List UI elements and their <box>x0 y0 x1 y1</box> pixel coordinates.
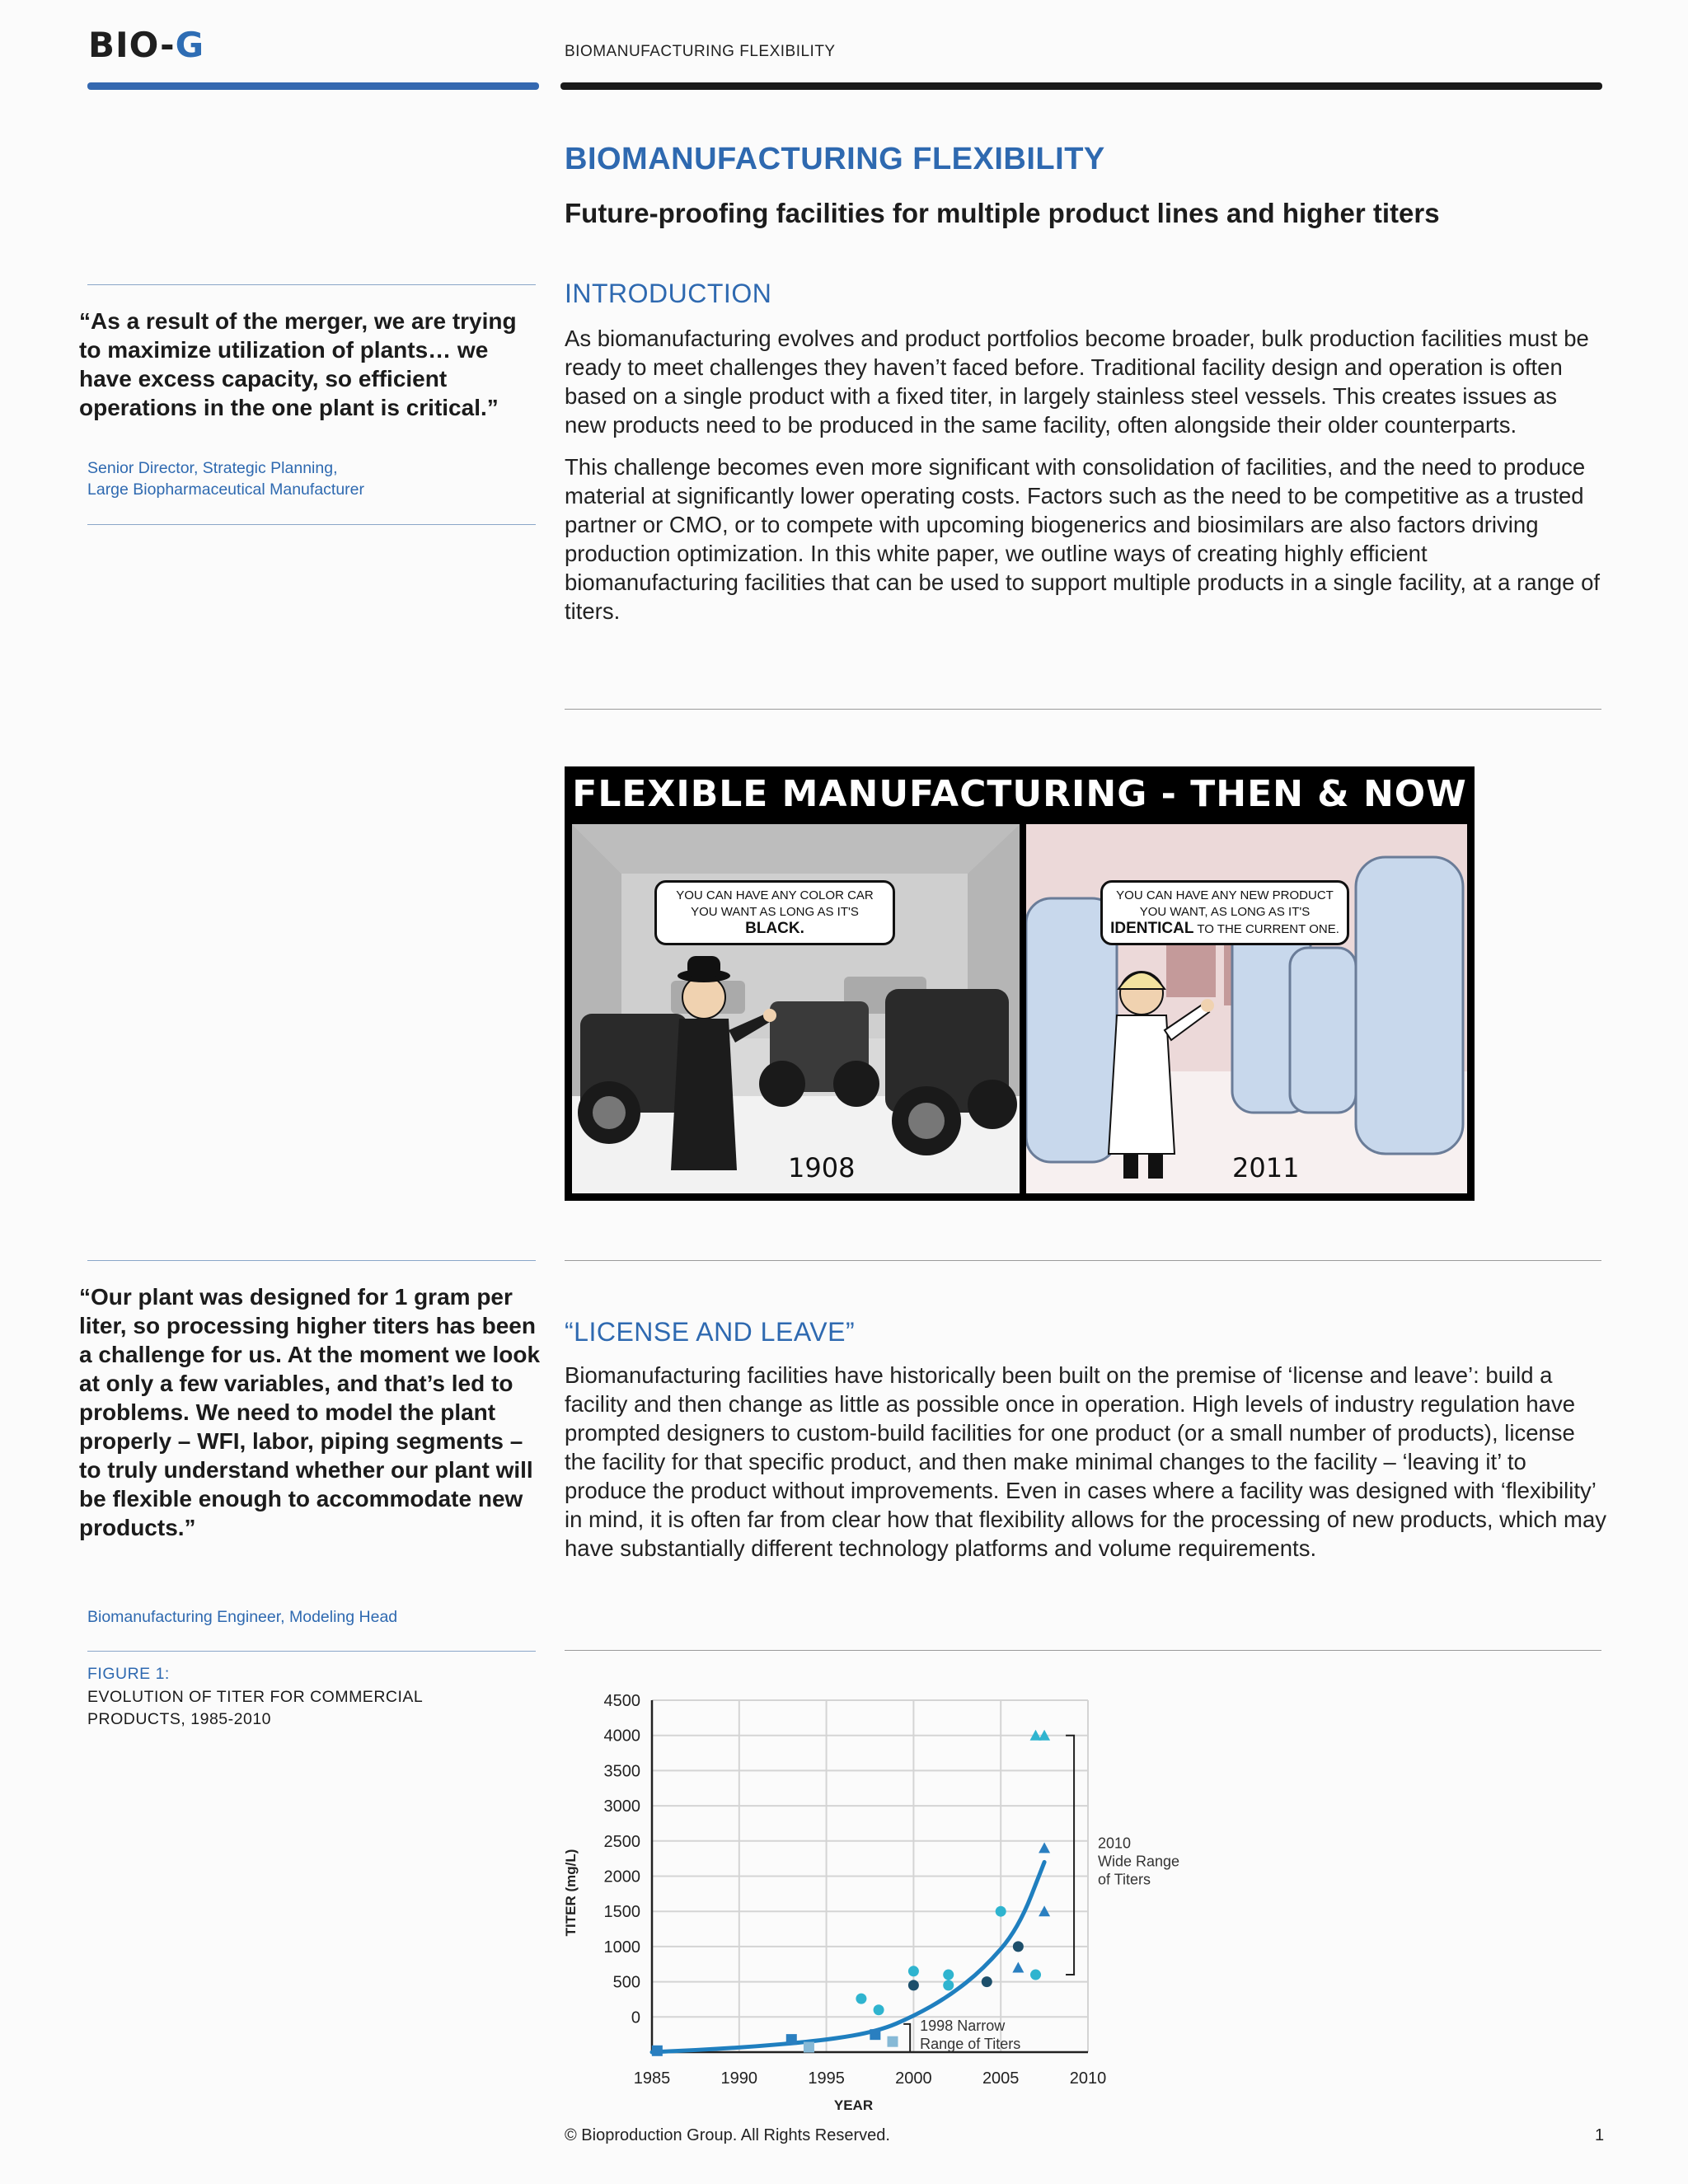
data-point-square <box>870 2029 880 2040</box>
quote2-attribution: Biomanufacturing Engineer, Modeling Head <box>87 1608 398 1626</box>
x-tick-label: 2010 <box>1069 2069 1107 2088</box>
license-heading: “LICENSE AND LEAVE” <box>565 1317 856 1347</box>
introduction-paragraph-1: As biomanufacturing evolves and product portfolios become broader, bulk production facilities must be ready to meet challenges they haven’t faced before. Traditional facility design and operation is often based on a single product with a fixed titer, in largely stainless steel vessels. This creates issues as new products need to be produced in the same facility, often alongside their older counterparts. <box>565 326 1589 438</box>
figure-title: EVOLUTION OF TITER FOR COMMERCIAL PRODUCTS, 1985-2010 <box>87 1688 423 1728</box>
x-tick-label: 1995 <box>808 2069 845 2088</box>
y-tick-label: 3000 <box>603 1797 640 1816</box>
data-point-square <box>652 2046 663 2056</box>
wide-range-annotation: of Titers <box>1098 1871 1151 1888</box>
y-axis-label: TITER (mg/L) <box>563 1849 579 1937</box>
comic-bubble-2011-text-end: TO THE CURRENT ONE. <box>1197 922 1339 936</box>
data-point-circle <box>908 1980 919 1990</box>
data-point-triangle <box>1012 1962 1024 1973</box>
introduction-body <box>565 324 1605 639</box>
y-tick-label: 4500 <box>603 1692 640 1710</box>
quote1-text: “As a result of the merger, we are trying to maximize utilization of plants… we have excess capacity, so efficient operations in the one plant is critical.” <box>79 308 517 420</box>
comic-bubble-1908 <box>654 880 895 945</box>
wide-range-annotation: Wide Range <box>1098 1853 1180 1870</box>
y-tick-label: 1000 <box>603 1938 640 1957</box>
x-tick-label: 2005 <box>982 2069 1020 2088</box>
introduction-paragraph-2: This challenge becomes even more significant with consolidation of facilities, and the need to produce material at significantly lower operating costs. Factors such as the need to be competitive as a trusted partner or CMO, or to compete with upcoming biogenerics and biosimilars are also factors driving production optimization. In this white paper, we outline ways of creating highly efficient biomanufacturing facilities that can be used to support multiple products in a single facility, at a range of titers. <box>565 454 1601 624</box>
data-point-square <box>804 2042 814 2053</box>
page-number: 1 <box>1595 2126 1605 2144</box>
data-point-circle <box>943 1980 954 1990</box>
logo-suffix: G <box>175 25 205 65</box>
quote2-top-rule <box>87 1260 536 1261</box>
quote2-text: “Our plant was designed for 1 gram per liter, so processing higher titers has been a challenge for us. At the moment we look at only a few variables, and that’s led to problems. We need to model the plant properly – WFI, labor, piping segments – to truly understand whether our plant will be flexible enough to accommodate new products.” <box>79 1284 541 1540</box>
data-point-circle <box>874 2004 884 2015</box>
license-body <box>565 1361 1607 1576</box>
page-subtitle: Future-proofing facilities for multiple product lines and higher titers <box>565 198 1440 228</box>
data-point-triangle <box>1039 1842 1050 1853</box>
data-point-circle <box>982 1976 992 1987</box>
quote1-attribution <box>87 457 549 500</box>
x-tick-label: 2000 <box>895 2069 932 2088</box>
comic-bubble-2011-emphasis: IDENTICAL <box>1110 920 1194 937</box>
data-point-circle <box>1013 1941 1024 1952</box>
y-tick-label: 1500 <box>603 1903 640 1922</box>
running-title: BIOMANUFACTURING FLEXIBILITY <box>565 43 836 60</box>
data-point-square <box>888 2036 898 2047</box>
y-tick-label: 0 <box>631 2008 640 2027</box>
quote1-attribution-line1: Senior Director, Strategic Planning, <box>87 459 338 477</box>
data-point-circle <box>856 1994 866 2004</box>
comic-panel-2011 <box>1026 824 1467 1193</box>
comic-bubble-1908-emphasis: BLACK. <box>745 920 804 937</box>
data-point-circle <box>908 1966 919 1976</box>
license-paragraph: Biomanufacturing facilities have historically been built on the premise of ‘license and leave’: build a facility and then change as little as possible once in operation. High levels of industry regulation have prompted designers to custom-build facilities for one product (or a small number of products), license the facility for that specific product, and then make minimal changes to the facility – ‘leaving it’ to produce the product without improvements. Even in cases where a facility was designed with ‘flexibility’ in mind, it is often far from clear how that flexibility allows for the processing of new products, which may have substantially different technology platforms and volume requirements. <box>565 1362 1607 1561</box>
footer-copyright: © Bioproduction Group. All Rights Reserved. <box>565 2126 890 2144</box>
data-point-circle <box>1030 1970 1041 1980</box>
narrow-range-annotation: 1998 Narrow <box>920 2017 1006 2034</box>
y-tick-label: 500 <box>612 1973 640 1992</box>
section-divider-3 <box>565 1650 1601 1651</box>
y-tick-label: 4000 <box>603 1727 640 1746</box>
y-tick-label: 2000 <box>603 1868 640 1886</box>
logo-prefix: BIO- <box>88 25 176 65</box>
titer-chart <box>560 1685 1220 2118</box>
comic-bubble-2011-text: YOU CAN HAVE ANY NEW PRODUCT YOU WANT, AS LONG AS IT'S <box>1116 888 1334 919</box>
introduction-heading: INTRODUCTION <box>565 279 772 308</box>
x-tick-label: 1985 <box>633 2069 671 2088</box>
narrow-range-annotation: Range of Titers <box>920 2035 1021 2052</box>
comic-bubble-1908-text: YOU CAN HAVE ANY COLOR CAR YOU WANT AS LONG AS IT'S <box>676 888 874 919</box>
header-rule-black <box>560 82 1602 90</box>
comic-title: FLEXIBLE MANUFACTURING - THEN & NOW <box>572 773 1467 815</box>
logo <box>88 25 204 65</box>
comic-year-1908: 1908 <box>788 1152 856 1183</box>
header-rule-blue <box>87 82 539 90</box>
comic-panel-1908 <box>572 824 1020 1193</box>
y-tick-label: 2500 <box>603 1832 640 1851</box>
wide-range-annotation: 2010 <box>1098 1835 1132 1852</box>
y-tick-label: 3500 <box>603 1762 640 1781</box>
quote1-attribution-line2: Large Biopharmaceutical Manufacturer <box>87 480 365 499</box>
page-title: BIOMANUFACTURING FLEXIBILITY <box>565 142 1105 176</box>
section-divider-1 <box>565 709 1601 710</box>
comic-image <box>565 766 1475 1201</box>
comic-bubble-2011 <box>1100 880 1349 945</box>
x-axis-label: YEAR <box>833 2097 874 2113</box>
quote1-top-rule <box>87 284 536 285</box>
data-point-square <box>786 2034 797 2045</box>
figure-label: FIGURE 1: <box>87 1665 170 1683</box>
comic-year-2011: 2011 <box>1232 1152 1300 1183</box>
section-divider-2 <box>565 1260 1601 1261</box>
data-point-circle <box>996 1906 1006 1917</box>
quote2-bottom-rule <box>87 1651 536 1652</box>
x-tick-label: 1990 <box>720 2069 758 2088</box>
narrow-range-bracket <box>903 2024 910 2052</box>
data-point-circle <box>943 1970 954 1980</box>
quote1-bottom-rule <box>87 524 536 525</box>
